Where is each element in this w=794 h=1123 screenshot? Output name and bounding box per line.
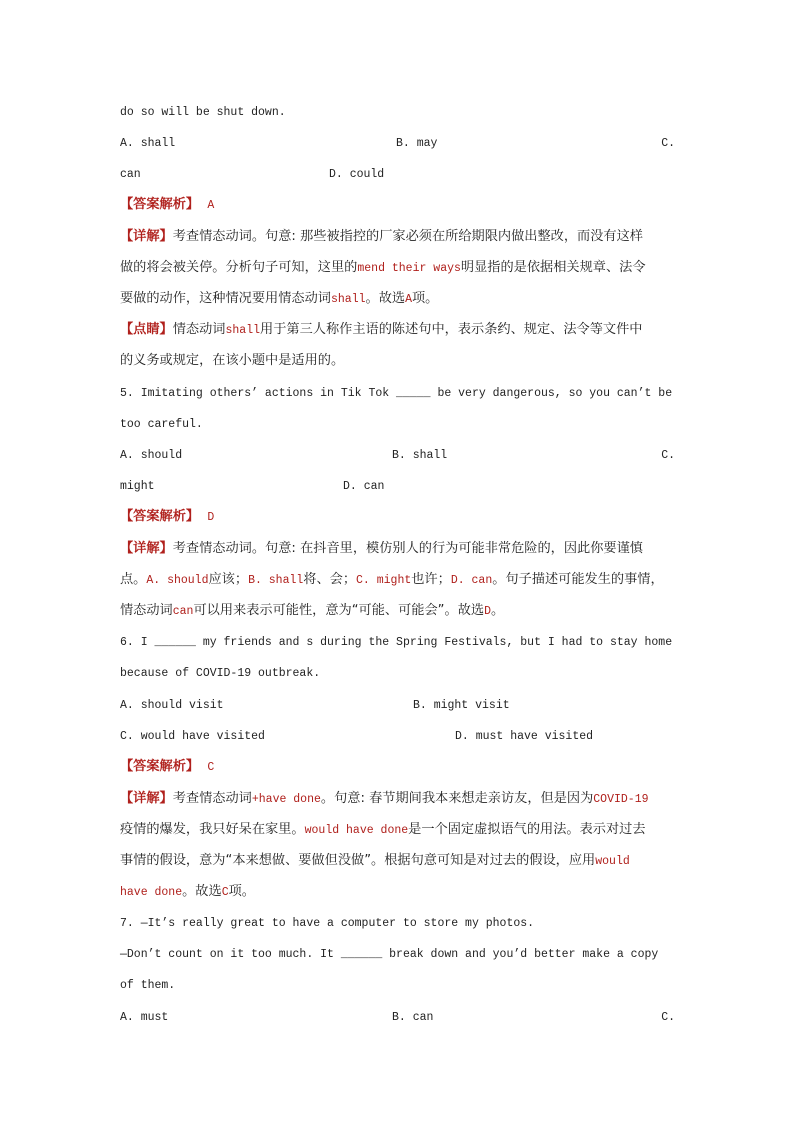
q6-stem-line-2: because of COVID-19 outbreak. [120, 667, 321, 680]
q5-detail-line-3: 情态动词can可以用来表示可能性，意为“可能、可能会”。故选D。 [120, 603, 505, 618]
q4-detail-line-2: 做的将会被关停。分析句子可知，这里的mend their ways明显指的是依据相关规章、法令 [120, 260, 646, 275]
answer-tag: 【答案解析】 [120, 759, 200, 774]
detail-tag: 【详解】 [120, 229, 173, 244]
q7-option-a: A. must [120, 1011, 169, 1024]
q5-stem-line-2: too careful. [120, 418, 203, 431]
q4-option-d: D. could [329, 168, 385, 181]
q7-option-c: C. [661, 1011, 675, 1024]
q4-detail-line-3: 要做的动作，这种情况要用情态动词shall。故选A项。 [120, 291, 439, 306]
q5-option-c: C. [661, 449, 675, 462]
q5-answer [120, 508, 676, 527]
q6-detail-line-4: have done。故选C项。 [120, 884, 255, 899]
q4-stem-end: do so will be shut down. [120, 106, 286, 119]
q6-detail-line-3: 事情的假设，意为“本来想做、要做但没做”。根据句意可知是对过去的假设，应用would [120, 853, 630, 868]
q5-option-c-text: might [120, 480, 155, 493]
q6-answer-letter: C [207, 761, 215, 774]
detail-tag: 【详解】 [120, 791, 173, 806]
q7-stem-line-1: 7. —It’s really great to have a computer to store my photos. [120, 917, 535, 930]
q5-answer-letter: D [207, 511, 215, 524]
q4-answer-letter: A [207, 199, 215, 212]
q6-stem-line-1: 6. I ______ my friends and s during the Spring Festivals, but I had to stay home [120, 636, 673, 649]
q6-detail-line-2: 疫情的爆发，我只好呆在家里。would have done是一个固定虚拟语气的用法。表示对过去 [120, 822, 646, 837]
answer-tag: 【答案解析】 [120, 509, 200, 524]
q5-detail-line-2: 点。A. should应该；B. shall将、会；C. might也许；D. can。句子描述可能发生的事情， [120, 572, 664, 587]
q5-option-b: B. shall [392, 449, 448, 462]
q6-option-a: A. should visit [120, 699, 224, 712]
q5-option-d: D. can [343, 480, 385, 493]
q6-option-b: B. might visit [413, 699, 510, 712]
q7-stem-line-2: —Don’t count on it too much. It ______ break down and you’d better make a copy [120, 948, 659, 961]
q4-note-line-1: 【点睛】情态动词shall用于第三人称作主语的陈述句中，表示条约、规定、法令等文件中 [120, 322, 643, 337]
q5-stem-line-1: 5. Imitating others’ actions in Tik Tok _____ be very dangerous, so you can’t be [120, 387, 673, 400]
q4-option-a: A. shall [120, 137, 176, 150]
detail-tag: 【详解】 [120, 541, 173, 556]
q4-option-b: B. may [396, 137, 438, 150]
q4-note-line-2: 的义务或规定，在该小题中是适用的。 [120, 353, 345, 368]
answer-tag: 【答案解析】 [120, 197, 200, 212]
q7-option-b: B. can [392, 1011, 434, 1024]
q5-option-a: A. should [120, 449, 183, 462]
note-tag: 【点睛】 [120, 322, 173, 337]
q4-answer [120, 196, 676, 215]
q6-option-d: D. must have visited [455, 730, 594, 743]
q7-stem-line-3: of them. [120, 979, 176, 992]
q6-detail-line-1: 【详解】考查情态动词+have done。句意: 春节期间我本来想走亲访友，但是因为COVID-19 [120, 791, 649, 806]
q6-answer [120, 758, 676, 777]
q4-option-c: C. [661, 137, 675, 150]
q4-detail-line-1: 【详解】考查情态动词。句意: 那些被指控的厂家必须在所给期限内做出整改，而没有这样 [120, 229, 643, 244]
q4-option-c-text: can [120, 168, 141, 181]
q6-option-c: C. would have visited [120, 730, 265, 743]
q5-detail-line-1: 【详解】考查情态动词。句意: 在抖音里，模仿别人的行为可能非常危险的，因此你要谨慎 [120, 541, 643, 556]
